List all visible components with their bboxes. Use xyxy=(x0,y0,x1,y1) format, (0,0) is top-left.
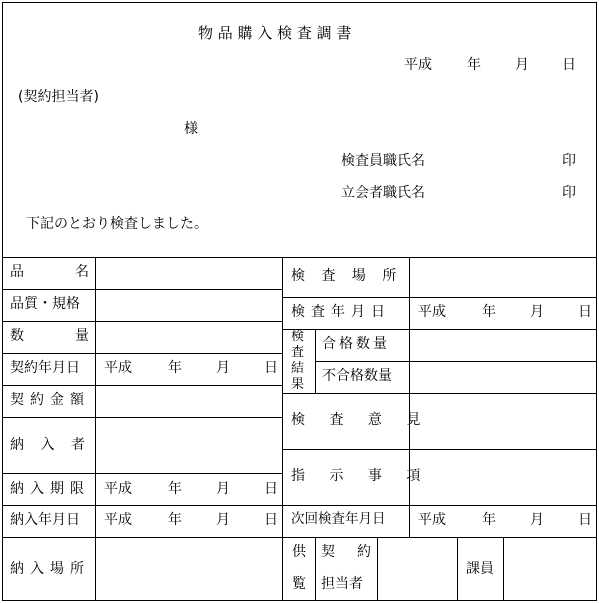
date-day: 日 xyxy=(578,304,592,320)
right-label-divider xyxy=(409,257,410,537)
witness-label: 立会者職氏名 xyxy=(341,185,425,201)
contract-date-label: 契約年月日 xyxy=(10,360,80,376)
table-top-border xyxy=(2,257,597,258)
date-day: 日 xyxy=(264,481,278,497)
inspection-opinion-label: 検 査 意 見 xyxy=(291,412,431,428)
result-char: 結 xyxy=(291,361,305,376)
center-divider xyxy=(282,257,283,601)
result-char: 査 xyxy=(291,345,305,360)
date-month: 月 xyxy=(530,512,544,528)
date-era: 平成 xyxy=(104,481,132,497)
left-row-line xyxy=(2,289,282,290)
header-date-era: 平成 xyxy=(404,57,432,73)
witness-seal: 印 xyxy=(562,185,576,201)
date-month: 月 xyxy=(216,512,230,528)
date-day: 日 xyxy=(264,360,278,376)
result-char: 果 xyxy=(291,377,305,392)
right-row-line xyxy=(282,505,597,506)
honorific-label: 様 xyxy=(184,121,198,137)
header-date-day: 日 xyxy=(562,57,576,73)
section-chief-label: 課員 xyxy=(466,561,494,577)
left-row-line xyxy=(2,417,282,418)
date-day: 日 xyxy=(264,512,278,528)
date-era: 平成 xyxy=(104,360,132,376)
date-year: 年 xyxy=(482,304,496,320)
contract-person-label: (契約担当者) xyxy=(18,89,99,105)
officer-divider xyxy=(377,537,378,601)
date-month: 月 xyxy=(216,481,230,497)
date-month: 月 xyxy=(216,360,230,376)
date-era: 平成 xyxy=(418,512,446,528)
date-month: 月 xyxy=(530,304,544,320)
viewing-label-a: 供 xyxy=(292,544,306,560)
form-title: 物 品 購 入 検 査 調 書 xyxy=(198,24,352,42)
date-era: 平成 xyxy=(418,304,446,320)
result-side-divider xyxy=(315,329,316,393)
quantity-label-b: 量 xyxy=(75,328,89,344)
inspector-label: 検査員職氏名 xyxy=(341,153,425,169)
left-row-line xyxy=(2,473,282,474)
fail-quantity-label: 不合格数量 xyxy=(322,368,392,384)
right-row-line xyxy=(315,361,597,362)
contract-officer-label-b: 担当者 xyxy=(321,576,363,592)
viewing-divider xyxy=(315,537,316,601)
date-year: 年 xyxy=(482,512,496,528)
header-date-year: 年 xyxy=(467,57,481,73)
left-row-line xyxy=(2,505,282,506)
left-row-line xyxy=(2,353,282,354)
result-char: 検 xyxy=(291,329,305,344)
contract-officer-label-a: 契 約 xyxy=(321,544,375,560)
right-row-line xyxy=(282,297,597,298)
quantity-label-a: 数 xyxy=(10,328,24,344)
left-row-line xyxy=(2,321,282,322)
delivery-deadline-label: 納入期限 xyxy=(10,481,90,497)
date-era: 平成 xyxy=(104,512,132,528)
date-day: 日 xyxy=(578,512,592,528)
left-row-line xyxy=(2,537,282,538)
header-date-month: 月 xyxy=(515,57,529,73)
right-row-line xyxy=(282,449,597,450)
instructions-label: 指 示 事 項 xyxy=(291,468,431,484)
item-name-label-b: 名 xyxy=(75,264,89,280)
supplier-label: 納 入 者 xyxy=(10,437,91,453)
contract-amount-label: 契約金額 xyxy=(10,392,90,408)
delivery-place-label: 納入場所 xyxy=(10,561,90,577)
right-row-line xyxy=(282,393,597,394)
delivery-date-label: 納入年月日 xyxy=(10,512,80,528)
statement-text: 下記のとおり検査しました。 xyxy=(26,216,208,232)
pass-quantity-label: 合格数量 xyxy=(322,336,390,352)
date-year: 年 xyxy=(168,360,182,376)
viewing-label-b: 覧 xyxy=(292,576,306,592)
right-row-line xyxy=(282,537,597,538)
inspection-place-label: 検 査 場 所 xyxy=(291,268,403,284)
date-year: 年 xyxy=(168,481,182,497)
inspection-date-label: 検査年月日 xyxy=(291,304,391,320)
section-divider xyxy=(503,537,504,601)
date-year: 年 xyxy=(168,512,182,528)
left-label-divider xyxy=(95,257,96,601)
inspector-seal: 印 xyxy=(562,153,576,169)
quality-label: 品質・規格 xyxy=(10,296,80,312)
right-row-line xyxy=(282,329,597,330)
sign-divider xyxy=(457,537,458,601)
item-name-label-a: 品 xyxy=(10,264,24,280)
left-row-line xyxy=(2,385,282,386)
next-inspection-date-label: 次回検査年月日 xyxy=(291,511,386,527)
